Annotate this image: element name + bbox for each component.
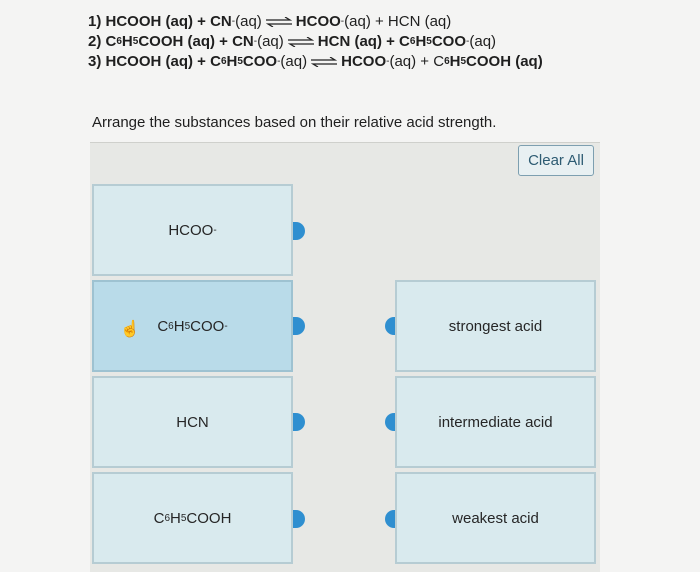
item-label-coo: COO: [190, 317, 225, 335]
reaction-1-charge-2: -: [340, 16, 345, 27]
reaction-1-phase: (aq): [235, 13, 262, 30]
subscript: 5: [237, 56, 243, 67]
item-label: HCOO: [168, 221, 214, 239]
subscript: 6: [116, 36, 122, 47]
reaction-1: [88, 12, 543, 32]
charge: -: [224, 320, 228, 332]
subscript: 6: [168, 320, 174, 332]
subscript: 6: [444, 56, 450, 67]
target-label: strongest acid: [448, 317, 543, 335]
item-label-h: H: [173, 317, 185, 335]
target-weakest-acid[interactable]: [395, 472, 596, 564]
reaction-1-charge: -: [231, 16, 236, 27]
target-strongest-acid[interactable]: [395, 280, 596, 372]
reaction-2-right-a: HCN (aq) + C: [317, 33, 410, 50]
reaction-3-left: 3) HCOOH (aq) + C: [88, 53, 221, 70]
reaction-3-charge: -: [277, 56, 281, 67]
clear-all-button[interactable]: Clear All: [518, 145, 594, 176]
charge: -: [213, 224, 217, 236]
reaction-2-phase: (aq): [257, 33, 284, 50]
subscript: 5: [184, 320, 191, 332]
target-label: intermediate acid: [438, 413, 553, 431]
item-label: C: [157, 317, 169, 335]
reaction-1-right-a: HCOO: [295, 13, 341, 30]
reaction-1-left: 1) HCOOH (aq) + CN: [88, 13, 232, 30]
draggable-item-hcn[interactable]: [92, 376, 293, 468]
reaction-1-right-b: (aq) + HCN (aq): [344, 13, 452, 30]
subscript: 6: [409, 36, 416, 47]
reaction-3-right-c: COOH (aq): [466, 53, 543, 70]
draggable-item-hcoo[interactable]: [92, 184, 293, 276]
reaction-2-left-b: COOH (aq) + CN: [138, 33, 254, 50]
equilibrium-arrow-icon: [288, 37, 314, 47]
reaction-3-h: H: [226, 53, 238, 70]
reaction-2-h: H: [121, 33, 133, 50]
reaction-2-charge-2: -: [466, 36, 470, 47]
item-label-h: H: [170, 509, 181, 527]
reaction-2-left: 2) C: [88, 33, 117, 50]
target-intermediate-acid[interactable]: [395, 376, 596, 468]
reaction-3-right-a: HCOO: [341, 53, 387, 70]
hand-pointer-icon: ☝: [120, 321, 140, 338]
subscript: 5: [180, 512, 187, 524]
subscript: 6: [220, 56, 227, 67]
subscript: 5: [460, 56, 467, 67]
item-label: C: [153, 509, 165, 527]
reaction-3-phase: (aq): [280, 53, 308, 70]
item-label-cooh: COOH: [186, 509, 232, 527]
reaction-3: [88, 52, 543, 72]
reaction-2-right-c: COO: [431, 33, 467, 50]
reaction-3-charge-2: -: [386, 56, 390, 67]
subscript: 5: [426, 36, 432, 47]
reaction-3-right-b: (aq) + C: [389, 53, 445, 70]
target-label: weakest acid: [452, 509, 539, 527]
subscript: 6: [164, 512, 170, 524]
draggable-item-c6h5cooh[interactable]: [92, 472, 293, 564]
reaction-2: [88, 32, 543, 52]
equilibrium-arrow-icon: [311, 57, 337, 67]
reaction-list: [88, 12, 543, 72]
subscript: 5: [132, 36, 139, 47]
reaction-3-left-b: COO: [242, 53, 278, 70]
question-instruction: Arrange the substances based on their relative acid strength.: [92, 114, 497, 131]
reaction-2-phase-2: (aq): [469, 33, 497, 50]
reaction-2-charge: -: [253, 36, 258, 47]
reaction-2-h2: H: [415, 33, 427, 50]
reaction-3-h2: H: [449, 53, 461, 70]
equilibrium-arrow-icon: [266, 17, 292, 27]
item-label: HCN: [176, 413, 209, 431]
